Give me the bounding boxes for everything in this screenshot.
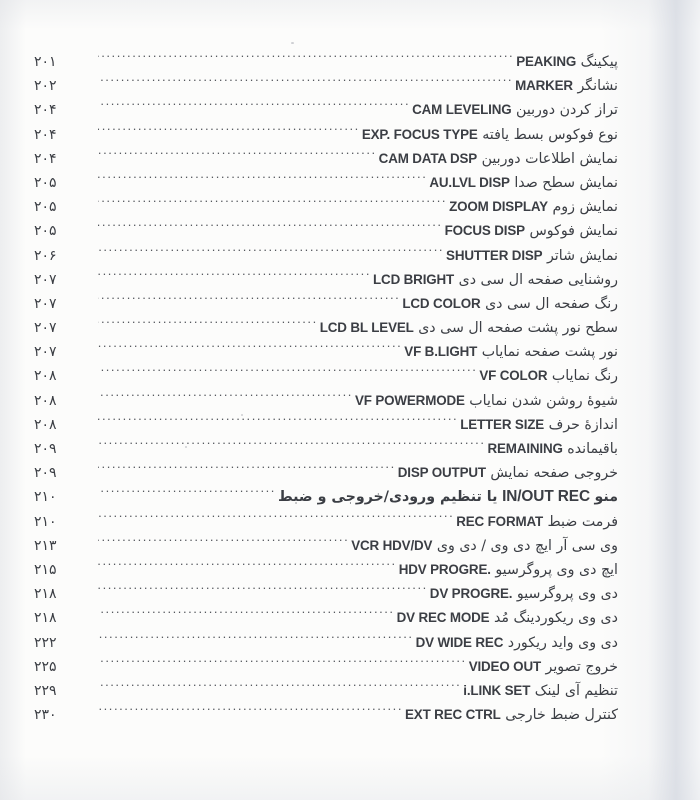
toc-entry-title-fa: رنگ صفحه ال سی دی bbox=[485, 295, 618, 312]
toc-entry-title bbox=[449, 195, 618, 219]
toc-entry-title-fa: شیوهٔ روشن شدن نمایاب bbox=[469, 392, 618, 409]
toc-entry-page-number: ۲۱۰ bbox=[34, 513, 57, 530]
toc-entry-page-number: ۲۱۸ bbox=[34, 586, 57, 603]
toc-entry-page-number: ۲۰۵ bbox=[34, 199, 57, 216]
toc-entry-page-number: ۲۰۹ bbox=[34, 441, 57, 457]
toc-entry-title-en: LCD COLOR bbox=[402, 295, 481, 311]
toc-entry-title-en: LCD BL LEVEL bbox=[319, 320, 414, 336]
toc-entry-page-number: ۲۰۱ bbox=[34, 54, 57, 70]
toc-entry-page-number: ۲۲۵ bbox=[34, 658, 57, 675]
toc-entry-title-en: VCR HDV/DV bbox=[351, 537, 433, 553]
toc-entry-title bbox=[355, 389, 618, 413]
toc-entry-title bbox=[362, 123, 618, 147]
toc-entry-title bbox=[469, 655, 618, 679]
toc-entry[interactable] bbox=[0, 703, 700, 727]
toc-entry-title-en: AU.LVL DISP bbox=[429, 174, 510, 190]
toc-entry-page-number: ۲۰۷ bbox=[34, 295, 57, 312]
toc-entry-title bbox=[402, 292, 618, 316]
toc-entry-title-en: LCD BRIGHT bbox=[373, 271, 455, 287]
toc-entry-title bbox=[488, 437, 619, 461]
toc-entry[interactable] bbox=[0, 534, 700, 558]
toc-entry[interactable] bbox=[0, 74, 700, 98]
toc-entry-page-number: ۲۰۷ bbox=[34, 320, 57, 337]
toc-entry-title-fa-prefix: منو bbox=[594, 489, 618, 506]
toc-entry-title-fa: سطح نور پشت صفحه ال سی دی bbox=[418, 320, 618, 337]
toc-entry-title-fa: خروج تصویر bbox=[545, 658, 618, 675]
toc-entry-title bbox=[430, 582, 618, 606]
toc-entry-title-fa: دی وی پروگرسیو bbox=[516, 586, 618, 603]
toc-entry-title bbox=[399, 558, 618, 582]
toc-entry-title-fa: وی سی آر ایچ دی وی / دی وی bbox=[436, 537, 618, 554]
toc-entry-title-fa: رنگ نمایاب bbox=[551, 368, 618, 385]
toc-entry[interactable] bbox=[0, 582, 700, 606]
toc-entry-page-number: ۲۰۶ bbox=[34, 247, 57, 264]
toc-entry[interactable] bbox=[0, 461, 700, 485]
dot-leader bbox=[98, 52, 514, 66]
toc-entry-page-number: ۲۱۰ bbox=[34, 489, 57, 506]
dot-leader bbox=[98, 608, 395, 622]
toc-entry[interactable] bbox=[0, 655, 700, 679]
toc-entry[interactable] bbox=[0, 606, 700, 630]
toc-entry[interactable] bbox=[0, 413, 700, 437]
toc-entry-title-fa: نور پشت صفحه نمایاب bbox=[481, 344, 618, 361]
toc-entry-title bbox=[320, 316, 618, 340]
toc-entry-title bbox=[456, 510, 618, 534]
dot-leader bbox=[98, 270, 371, 284]
toc-entry[interactable] bbox=[0, 98, 700, 122]
toc-entry-title-en: EXP. FOCUS TYPE bbox=[361, 126, 478, 142]
toc-entry[interactable] bbox=[0, 558, 700, 582]
toc-entry-title-fa: روشنایی صفحه ال سی دی bbox=[458, 271, 618, 288]
toc-entry-title-en: REC FORMAT bbox=[456, 513, 544, 529]
toc-entry-page-number: ۲۰۸ bbox=[34, 416, 57, 433]
dot-leader bbox=[98, 366, 477, 380]
dot-leader bbox=[98, 390, 353, 404]
toc-entry-page-number: ۲۱۸ bbox=[34, 610, 57, 627]
toc-entry-title bbox=[404, 340, 618, 364]
toc-entry[interactable] bbox=[0, 268, 700, 292]
toc-entry-title-fa: تنظیم آی لینک bbox=[534, 682, 618, 699]
toc-entry-title bbox=[463, 679, 618, 703]
toc-entry[interactable] bbox=[0, 679, 700, 703]
toc-entry-title-fa: پیکینگ bbox=[580, 54, 618, 70]
toc-entry[interactable] bbox=[0, 195, 700, 219]
toc-entry-title-en: CAM LEVELING bbox=[412, 102, 512, 118]
toc-entry-page-number: ۲۰۲ bbox=[34, 78, 57, 95]
dot-leader bbox=[98, 415, 458, 429]
toc-entry-title-fa: کنترل ضبط خارجی bbox=[505, 707, 618, 724]
toc-entry-title-en: HDV PROGRE. bbox=[398, 561, 491, 577]
toc-entry-title-fa: یا تنظیم ورودی/خروجی و ضبط bbox=[277, 489, 498, 506]
dot-leader bbox=[98, 124, 360, 138]
toc-entry-title bbox=[516, 50, 618, 74]
dot-leader bbox=[98, 439, 486, 453]
dot-leader bbox=[98, 511, 454, 525]
toc-entry[interactable] bbox=[0, 389, 700, 413]
toc-entry-page-number: ۲۰۴ bbox=[34, 102, 57, 119]
dot-leader bbox=[98, 221, 443, 235]
toc-entry-title-fa: دی وی ریکوردینگ مُد bbox=[493, 610, 618, 627]
dot-leader bbox=[98, 705, 403, 719]
toc-entry-title-fa: فرمت ضبط bbox=[547, 513, 618, 530]
toc-entry-page-number: ۲۲۲ bbox=[34, 634, 57, 651]
toc-entry-title bbox=[515, 74, 618, 98]
toc-entry-title bbox=[479, 364, 618, 388]
toc-entry-title bbox=[446, 244, 618, 268]
toc-entry-title-fa: نشانگر bbox=[577, 78, 618, 95]
toc-entry[interactable] bbox=[0, 147, 700, 171]
dot-leader bbox=[98, 584, 428, 598]
dot-leader bbox=[98, 197, 447, 211]
toc-entry-page-number: ۲۳۰ bbox=[34, 707, 57, 724]
toc-entry-page-number: ۲۰۷ bbox=[34, 271, 57, 288]
toc-entry-page-number: ۲۰۵ bbox=[34, 174, 57, 191]
toc-entry-page-number: ۲۱۵ bbox=[34, 561, 57, 578]
toc-entry-page-number: ۲۰۹ bbox=[34, 465, 57, 482]
toc-entry-title bbox=[445, 219, 618, 243]
dot-leader bbox=[98, 342, 402, 356]
dot-leader bbox=[98, 149, 377, 163]
toc-entry[interactable] bbox=[0, 171, 700, 195]
toc-entry-title-en: IN/OUT REC bbox=[502, 488, 590, 506]
toc-entry-title-fa: نوع فوکوس بسط یافته bbox=[482, 126, 618, 143]
toc-entry-title-fa: دی وی واید ریکورد bbox=[507, 634, 618, 651]
toc-entry[interactable] bbox=[0, 485, 700, 509]
dot-leader bbox=[98, 100, 410, 114]
dot-leader bbox=[98, 487, 276, 501]
toc-entry[interactable] bbox=[0, 123, 700, 147]
toc-entry-title-en: MARKER bbox=[515, 78, 573, 94]
toc-entry-page-number: ۲۰۸ bbox=[34, 368, 57, 385]
toc-entry-title-en: DV WIDE REC bbox=[415, 634, 504, 650]
dot-leader bbox=[98, 76, 513, 90]
toc-entry-page-number: ۲۱۳ bbox=[34, 537, 57, 554]
toc-entry-title-fa: نمایش زوم bbox=[552, 199, 618, 216]
toc-entry-page-number: ۲۰۴ bbox=[34, 150, 57, 167]
toc-entry-title bbox=[416, 631, 618, 655]
toc-entry[interactable] bbox=[0, 50, 700, 74]
toc-entry-title-en: REMAINING bbox=[487, 441, 563, 456]
toc-entry-title bbox=[373, 268, 618, 292]
toc-entry-title-fa: نمایش سطح صدا bbox=[514, 174, 618, 191]
toc-entry-title bbox=[412, 98, 618, 122]
toc-entry[interactable] bbox=[0, 219, 700, 243]
toc-entry-page-number: ۲۰۵ bbox=[34, 223, 57, 240]
dot-leader bbox=[98, 560, 397, 574]
toc-entry[interactable] bbox=[0, 364, 700, 388]
toc-entry-title bbox=[398, 461, 618, 485]
dot-leader bbox=[98, 245, 444, 259]
toc-entry-title-en: DISP OUTPUT bbox=[397, 465, 486, 481]
dot-leader bbox=[98, 657, 467, 671]
dot-leader bbox=[98, 463, 396, 477]
toc-entry[interactable] bbox=[0, 631, 700, 655]
toc-entry-title-en: VIDEO OUT bbox=[468, 658, 541, 674]
toc-entry-title bbox=[278, 485, 618, 509]
toc-entry[interactable] bbox=[0, 510, 700, 534]
toc-entry-title bbox=[429, 171, 618, 195]
toc-entry-title-en: PEAKING bbox=[516, 54, 577, 69]
dot-leader bbox=[98, 536, 349, 550]
toc-entry-title-en: EXT REC CTRL bbox=[405, 707, 501, 723]
toc-entry-title bbox=[405, 703, 618, 727]
toc-entry-title-en: SHUTTER DISP bbox=[446, 247, 543, 263]
toc-entry-title bbox=[351, 534, 618, 558]
toc-entry[interactable] bbox=[0, 244, 700, 268]
toc-entry-title-fa: اندازهٔ حرف bbox=[548, 416, 618, 433]
toc-entry-title-en: VF B.LIGHT bbox=[404, 344, 478, 360]
toc-entry-title-en: CAM DATA DSP bbox=[378, 150, 478, 166]
toc-entry-title-fa: نمایش اطلاعات دوربین bbox=[481, 150, 618, 167]
toc-entry-title-en: LETTER SIZE bbox=[460, 416, 545, 432]
toc-entry-title-en: VF COLOR bbox=[479, 368, 548, 384]
toc-entry-title-fa: نمایش شاتر bbox=[546, 247, 618, 264]
dot-leader bbox=[98, 294, 400, 308]
toc-entry[interactable] bbox=[0, 292, 700, 316]
toc-entry-title-en: DV REC MODE bbox=[396, 610, 490, 626]
toc-entry-title-en: DV PROGRE. bbox=[429, 586, 513, 602]
toc-entry-page-number: ۲۲۹ bbox=[34, 682, 57, 699]
toc-entry-title-fa: باقیمانده bbox=[567, 441, 618, 457]
dot-leader bbox=[98, 632, 414, 646]
toc-entry-page-number: ۲۰۷ bbox=[34, 344, 57, 361]
toc-entry-title-fa: تراز کردن دوربین bbox=[516, 102, 618, 119]
toc-entry[interactable] bbox=[0, 340, 700, 364]
toc-entry-title-en: VF POWERMODE bbox=[354, 392, 465, 408]
dot-leader bbox=[98, 681, 461, 695]
toc-entry-title-en: ZOOM DISPLAY bbox=[449, 199, 548, 215]
dot-leader bbox=[98, 318, 318, 332]
toc-entry-title-fa: ایچ دی وی پروگرسیو bbox=[495, 561, 618, 578]
toc-entry-page-number: ۲۰۴ bbox=[34, 126, 57, 143]
toc-entry-title bbox=[460, 413, 618, 437]
toc-entry-title bbox=[379, 147, 618, 171]
toc-entry-title-fa: خروجی صفحه نمایش bbox=[490, 465, 618, 482]
toc-entry-title-en: FOCUS DISP bbox=[444, 223, 525, 239]
toc-entry-title-en: i.LINK SET bbox=[463, 682, 531, 698]
toc-entry-title-fa: نمایش فوکوس bbox=[529, 223, 618, 240]
toc-entry-page-number: ۲۰۸ bbox=[34, 392, 57, 409]
toc-entry-title bbox=[397, 606, 618, 630]
dot-leader bbox=[98, 173, 427, 187]
toc-entry[interactable] bbox=[0, 437, 700, 461]
toc-entry[interactable] bbox=[0, 316, 700, 340]
